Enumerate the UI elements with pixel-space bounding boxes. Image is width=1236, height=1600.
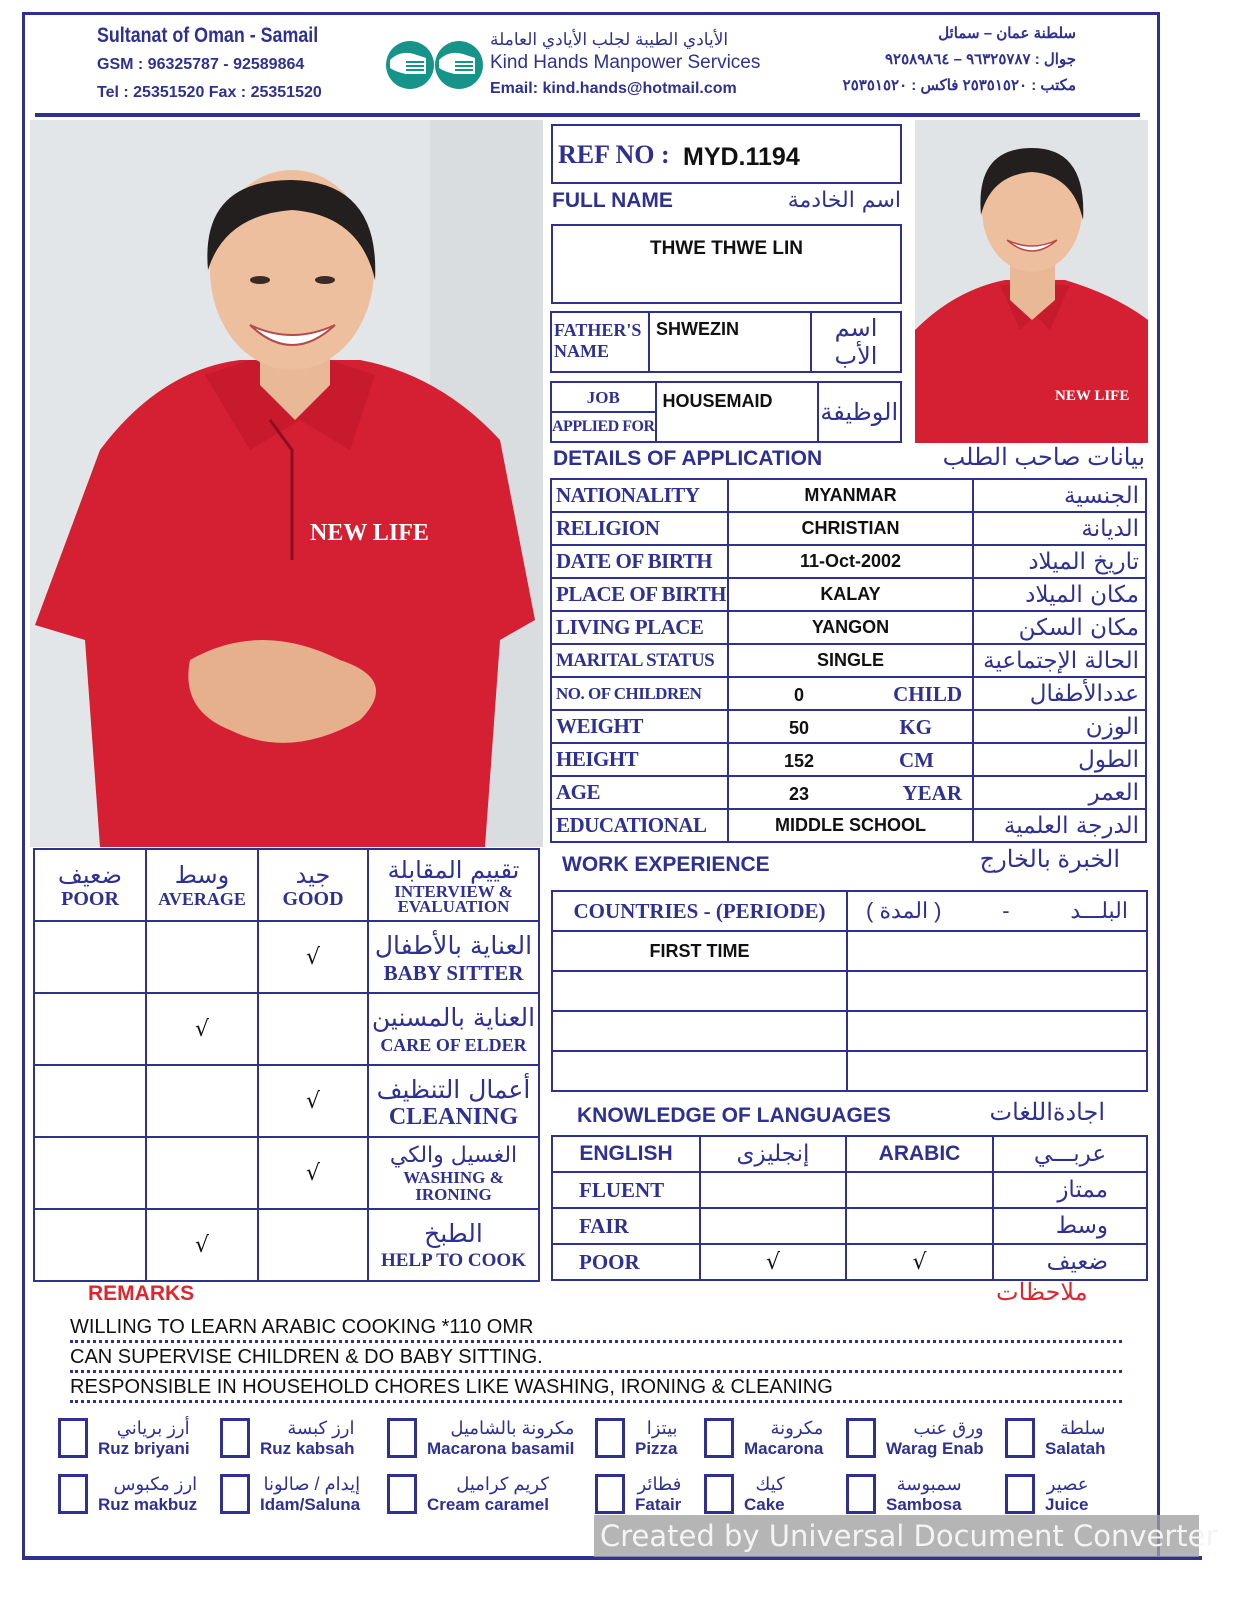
check-mark-icon: √ [765, 1249, 781, 1275]
weight-value: 50 [788, 718, 810, 738]
checkbox[interactable] [846, 1418, 876, 1458]
evaluation-row-care-of-elder: √ العناية بالمسنين CARE OF ELDER [34, 993, 539, 1065]
children-count: 0 [793, 685, 804, 705]
col-poor: ضعيف POOR [34, 849, 146, 921]
height-value: 152 [783, 751, 815, 771]
evaluation-row-washing-ironing: √ الغسيل والكي WASHING & IRONING [34, 1137, 539, 1209]
detail-row-age: AGE 23 YEAR العمر [551, 776, 1146, 809]
remark-divider [70, 1400, 1122, 1403]
food-option-fatair[interactable]: فطائر Fatair [595, 1473, 681, 1515]
full-name-box [551, 224, 902, 304]
english-level-cell[interactable] [700, 1244, 846, 1280]
work-experience-title: WORK EXPERIENCE [562, 853, 770, 876]
checkbox[interactable] [846, 1474, 876, 1514]
children-unit: CHILD [893, 682, 962, 706]
rating-average[interactable] [146, 1065, 258, 1137]
header-left-contact [97, 24, 357, 102]
check-mark-icon: √ [305, 1088, 321, 1114]
svg-text:NEW LIFE: NEW LIFE [310, 520, 429, 546]
remark-line-3: RESPONSIBLE IN HOUSEHOLD CHORES LIKE WASHING, IRONING & CLEANING [70, 1376, 833, 1398]
food-option-sambosa[interactable]: سمبوسة Sambosa [846, 1473, 962, 1515]
english-level-cell[interactable] [700, 1208, 846, 1244]
rating-good[interactable] [258, 1137, 368, 1209]
arabic-level-cell[interactable] [846, 1244, 993, 1280]
remark-line-1: WILLING TO LEARN ARABIC COOKING *110 OMR [70, 1316, 534, 1338]
full-name-value: THWE THWE LIN [649, 238, 804, 259]
company-name-ar: الأيادي الطيبة لجلب الأيادي العاملة [490, 30, 729, 49]
language-row-fair: FAIR وسط [552, 1208, 1147, 1244]
rating-average[interactable] [146, 993, 258, 1065]
remarks-label: REMARKS [88, 1282, 195, 1305]
countries-period-header: COUNTRIES - (PERIODE) [552, 891, 847, 931]
job-value: HOUSEMAID [662, 391, 773, 411]
detail-row-educational: EDUCATIONAL MIDDLE SCHOOL الدرجة العلمية [551, 809, 1146, 842]
checkbox[interactable] [220, 1418, 250, 1458]
job-label: JOB APPLIED FOR [551, 382, 656, 442]
food-option-cake[interactable]: كيك Cake [704, 1473, 785, 1515]
food-option-salatah[interactable]: سلطة Salatah [1005, 1417, 1105, 1459]
details-title-ar: بيانات صاحب الطلب [942, 444, 1145, 471]
checkbox[interactable] [704, 1418, 734, 1458]
office-fax-ar: مكتب : ٢٥٣٥١٥٢٠ فاكس : ٢٥٣٥١٥٢٠ [842, 77, 1076, 94]
rating-poor[interactable] [34, 921, 146, 993]
converter-watermark: Created by Universal Document Converter [594, 1515, 1199, 1557]
location-ar: سلطنة عمان – سمائل [938, 25, 1076, 42]
work-row [552, 1051, 1147, 1091]
checkbox[interactable] [704, 1474, 734, 1514]
company-name-en: Kind Hands Manpower Services [490, 52, 761, 73]
language-row-fluent: FLUENT ممتاز [552, 1172, 1147, 1208]
evaluation-row-help-to-cook: √ الطبخ HELP TO COOK [34, 1209, 539, 1281]
food-option-idam-saluna[interactable]: إيدام / صالونا Idam/Saluna [220, 1473, 360, 1515]
job-label-ar: الوظيفة [818, 382, 902, 442]
check-mark-icon: √ [194, 1016, 210, 1042]
english-header: ENGLISH [552, 1136, 700, 1172]
work-row [552, 1011, 1147, 1051]
detail-row-date-of-birth: DATE OF BIRTH 11-Oct-2002 تاريخ الميلاد [551, 545, 1146, 578]
header-company [490, 30, 780, 98]
food-option-macarona[interactable]: مكرونة Macarona [704, 1417, 823, 1459]
languages-table [551, 1135, 1148, 1281]
portrait-photo [915, 120, 1148, 443]
detail-row-religion: RELIGION CHRISTIAN الديانة [551, 512, 1146, 545]
col-average: وسط AVERAGE [146, 849, 258, 921]
remarks-label-ar: ملاحظات [996, 1279, 1088, 1306]
rating-poor[interactable] [34, 993, 146, 1065]
detail-row-weight: WEIGHT 50 KG الوزن [551, 710, 1146, 743]
work-experience-title-ar: الخبرة بالخارج [979, 846, 1120, 873]
work-header-row [552, 891, 1147, 931]
check-mark-icon: √ [305, 944, 321, 970]
detail-row-height: HEIGHT 152 CM الطول [551, 743, 1146, 776]
languages-title-ar: اجادةاللغات [989, 1099, 1105, 1126]
full-name-label-ar: اسم الخادمة [787, 188, 901, 213]
work-country: FIRST TIME [649, 940, 750, 961]
english-level-cell[interactable] [700, 1172, 846, 1208]
hands-logo-icon [386, 40, 484, 90]
work-row [552, 931, 1147, 971]
header-right-contact-ar [843, 24, 1076, 94]
checkbox[interactable] [1005, 1474, 1035, 1514]
evaluation-row-baby-sitter: √ العناية بالأطفال BABY SITTER [34, 921, 539, 993]
interview-evaluation-table [33, 848, 540, 1282]
check-mark-icon: √ [912, 1249, 927, 1275]
fathers-name-value: SHWEZIN [656, 319, 739, 339]
rating-average[interactable] [146, 1209, 258, 1281]
detail-row-children: NO. OF CHILDREN 0 CHILD عددالأطفال [551, 677, 1146, 710]
checkbox[interactable] [595, 1474, 625, 1514]
rating-average[interactable] [146, 1137, 258, 1209]
col-interview-evaluation: تقييم المقابلة INTERVIEW & EVALUATION [368, 849, 539, 921]
fathers-name-row [550, 311, 902, 373]
languages-header-row [552, 1136, 1147, 1172]
job-applied-row [550, 381, 902, 443]
ref-number-value: MYD.1194 [683, 143, 800, 171]
checkbox[interactable] [387, 1418, 417, 1458]
rating-good[interactable] [258, 993, 368, 1065]
detail-row-place-of-birth: PLACE OF BIRTH KALAY مكان الميلاد [551, 578, 1146, 611]
rating-good[interactable] [258, 1209, 368, 1281]
checkbox[interactable] [58, 1418, 88, 1458]
work-row [552, 971, 1147, 1011]
details-title: DETAILS OF APPLICATION [553, 447, 823, 470]
rating-good[interactable] [258, 921, 368, 993]
fathers-name-label-ar: اسم الأب [811, 312, 901, 372]
full-name-label: FULL NAME [552, 189, 673, 212]
rating-poor[interactable] [34, 1065, 146, 1137]
detail-row-living-place: LIVING PLACE YANGON مكان السكن [551, 611, 1146, 644]
arabic-level-cell[interactable] [846, 1172, 993, 1208]
check-mark-icon: √ [305, 1160, 321, 1186]
work-experience-table [551, 890, 1148, 1092]
remark-divider [70, 1340, 1122, 1343]
detail-row-marital-status: MARITAL STATUS SINGLE الحالة الإجتماعية [551, 644, 1146, 677]
col-good: جيد GOOD [258, 849, 368, 921]
gsm-numbers: GSM : 96325787 - 92589864 [97, 56, 305, 73]
checkbox[interactable] [58, 1474, 88, 1514]
ref-number-box [551, 124, 902, 184]
checkbox[interactable] [220, 1474, 250, 1514]
evaluation-header-row [34, 849, 539, 921]
rating-good[interactable] [258, 1065, 368, 1137]
arabic-header: ARABIC [846, 1136, 993, 1172]
height-unit: CM [899, 748, 934, 772]
food-option-warag-enab[interactable]: ورق عنب Warag Enab [846, 1417, 984, 1459]
checkbox[interactable] [387, 1474, 417, 1514]
check-mark-icon: √ [194, 1232, 210, 1258]
age-unit: YEAR [902, 781, 962, 805]
detail-row-nationality: NATIONALITY MYANMAR الجنسية [551, 479, 1146, 512]
svg-text:NEW LIFE: NEW LIFE [1055, 388, 1130, 404]
arabic-header-ar: عربـــي [993, 1136, 1147, 1172]
language-row-poor: POOR √ √ ضعيف [552, 1244, 1147, 1280]
location-en: Sultanat of Oman - Samail [97, 24, 319, 47]
checkbox[interactable] [1005, 1418, 1035, 1458]
food-option-ruz-briyani[interactable]: أرز برياني Ruz briyani [58, 1417, 190, 1459]
arabic-level-cell[interactable] [846, 1208, 993, 1244]
mobile-ar: جوال : ٩٦٣٢٥٧٨٧ – ٩٢٥٨٩٨٦٤ [884, 51, 1076, 68]
remark-divider [70, 1370, 1122, 1373]
details-table [550, 478, 1147, 843]
english-header-ar: إنجليزى [700, 1136, 846, 1172]
weight-unit: KG [899, 715, 932, 739]
remark-line-2: CAN SUPERVISE CHILDREN & DO BABY SITTING. [70, 1346, 543, 1368]
checkbox[interactable] [595, 1418, 625, 1458]
age-value: 23 [788, 784, 810, 804]
ref-number-label: REF NO : [558, 140, 670, 169]
full-body-photo [30, 120, 543, 847]
food-option-ruz-kabsah[interactable]: ارز كبسة Ruz kabsah [220, 1417, 354, 1459]
food-option-pizza[interactable]: بيتزا Pizza [595, 1417, 678, 1459]
countries-period-header-ar: البلـــد - ( المدة ) [866, 898, 1128, 923]
evaluation-row-cleaning: √ أعمال التنظيف CLEANING [34, 1065, 539, 1137]
fathers-name-label: FATHER'S NAME [551, 312, 649, 372]
rating-poor[interactable] [34, 1137, 146, 1209]
food-option-juice[interactable]: عصير Juice [1005, 1473, 1088, 1515]
food-option-macarona-basamil[interactable]: مكرونة بالشاميل Macarona basamil [387, 1417, 574, 1459]
rating-average[interactable] [146, 921, 258, 993]
food-option-ruz-makbuz[interactable]: ارز مكبوس Ruz makbuz [58, 1473, 197, 1515]
food-option-cream-caramel[interactable]: كريم كراميل Cream caramel [387, 1473, 549, 1515]
tel-fax-numbers: Tel : 25351520 Fax : 25351520 [97, 84, 322, 101]
languages-title: KNOWLEDGE OF LANGUAGES [577, 1104, 891, 1127]
company-email[interactable]: Email: kind.hands@hotmail.com [490, 80, 737, 97]
rating-poor[interactable] [34, 1209, 146, 1281]
header-rule [35, 113, 1140, 117]
